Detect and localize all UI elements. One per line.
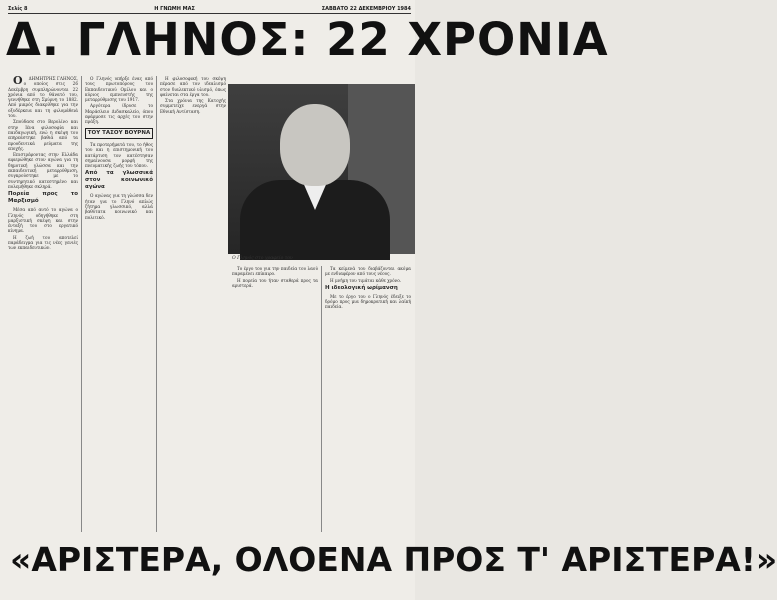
issue-date: ΣΑΒΒΑΤΟ 22 ΔΕΚΕΜΒΡΙΟΥ 1984	[321, 5, 411, 12]
article-paragraph: Ο αγώνας για τη γλώσσα δεν ήταν για το Γληνό απλώς ζήτημα γλωσσικό, αλλά βαθύτατα κοινωνικό και πολιτικό.	[85, 193, 153, 220]
page-number: Σελίς 8	[8, 5, 28, 12]
section-subhead: Η ιδεολογική ωρίμανση	[325, 284, 398, 291]
article-paragraph: Αργότερα ίδρυσε το Μαράσλειο Διδασκαλείο, όπου εφάρμοσε τις αρχές του στην πράξη.	[85, 103, 153, 125]
paper-name: Η ΓΝΩΜΗ ΜΑΣ	[154, 5, 195, 12]
article-paragraph: Η μνήμη του τιμάται κάθε χρόνο.	[330, 277, 402, 283]
column-divider	[156, 76, 157, 532]
article-paragraph: Σπούδασε στο Βερολίνο και στην Ιένα φιλοσοφία και παιδαγωγική, ενώ η σκέψη του επηρεάστηκε βαθιά από τα προοδευτικά ρεύματα της εποχής.	[8, 119, 78, 151]
article-paragraph: Στα χρόνια της Κατοχής συμμετείχε ενεργά στην Εθνική Αντίσταση.	[160, 98, 226, 114]
article-column-3	[160, 76, 226, 534]
article-paragraph: Τα κείμενά του διαβάζονται ακόμα με ενδιαφέρον από τους νέους.	[325, 266, 411, 277]
article-paragraph: Τα προτερήματά του, το ήθος του και η επιστημονική του κατάρτιση τον κατέστησαν σημαίνουσα μορφή της πνευματικής ζωής του τόπου.	[85, 141, 153, 169]
photo-caption: Ο Γληνός στο γραφείο του	[232, 256, 293, 261]
byline: ΤΟΥ ΤΑΣΟΥ ΒΟΥΡΝΑ	[85, 128, 153, 139]
article-column-4	[232, 266, 318, 534]
article-paragraph: Η ζωή του αποτελεί παράδειγμα για τις νέες γενιές των εκπαιδευτικών.	[8, 234, 78, 251]
article-paragraph: Το έργο του για την παιδεία του λαού παραμένει επίκαιρο.	[232, 266, 318, 277]
section-subhead: Πορεία προς το Μαρξισμό	[8, 191, 78, 205]
bottom-headline: «ΑΡΙΣΤΕΡΑ, ΟΛΟΕΝΑ ΠΡΟΣ Τ' ΑΡΙΣΤΕΡΑ!»	[10, 540, 777, 579]
article-paragraph: Με το έργο του ο Γληνός έδειξε το δρόμο προς μια δημοκρατική και λαϊκή παιδεία.	[325, 293, 411, 310]
article-paragraph: Η φιλοσοφική του σκέψη πέρασε από τον ιδεαλισμό στον διαλεκτικό υλισμό, όπως φαίνεται στα έργα του.	[160, 76, 226, 97]
article-paragraph: Η πορεία του ήταν σταθερά προς τα αριστερά.	[232, 277, 318, 288]
article-paragraph: Ο Γληνός υπήρξε ένας από τους πρωτοπόρους του Εκπαιδευτικού Ομίλου και ο κύριος εμπνευστής της μεταρρύθμισης του 1917.	[85, 76, 153, 103]
portrait-photo	[228, 84, 415, 254]
column-divider	[321, 266, 322, 532]
headline: Δ. ΓΛΗΝΟΣ: 22 ΧΡΟΝΙΑ	[6, 13, 609, 66]
article-paragraph: ΟΔΗΜΗΤΡΗΣ ΓΛΗΝΟΣ, ο οποίος στις 26 Δεκέμβρη συμπληρώνονται 22 χρόνια από το θάνατό του, γεννήθηκε στη Σμύρνη το 1882. Από μικρός διακρίθηκε για την οξυδέρκεια και τη φιλομάθειά του.	[8, 74, 78, 119]
article-paragraph: Μέσα από αυτό το αγώνα ο Γληνός οδηγήθηκε στη μαρξιστική σκέψη και στην ένταξή του στο εργατικό κίνημα.	[8, 207, 78, 234]
section-subhead: Από τα γλωσσικά στον κοινωνικό αγώνα	[85, 170, 153, 191]
article-column-5	[325, 266, 411, 534]
column-divider	[81, 76, 82, 532]
article-column-2	[85, 76, 153, 534]
article-paragraph: Επιστρέφοντας στην Ελλάδα αφιερώθηκε στον αγώνα για τη δημοτική γλώσσα και την εκπαιδευτική μεταρρύθμιση, συγκρούστηκε με το συντηρητικό κατεστημένο και πολεμήθηκε σκληρά.	[8, 152, 78, 189]
photo-figure-head	[280, 104, 350, 186]
article-column-1	[8, 76, 78, 534]
